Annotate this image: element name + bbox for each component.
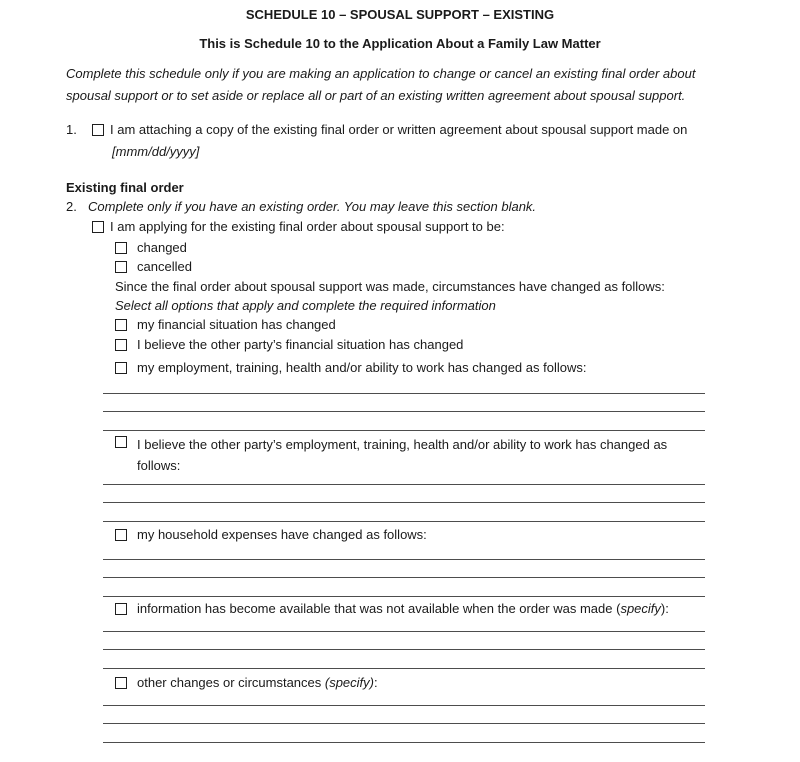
item-1-label: I am attaching a copy of the existing final order or written agreement about spousal support made on (110, 122, 688, 137)
write-line (103, 613, 705, 632)
checkbox-other-party-financial[interactable] (115, 339, 127, 351)
changed-label: changed (137, 240, 187, 255)
item-1-number: 1. (66, 122, 77, 137)
write-line (103, 503, 705, 522)
write-line (103, 632, 705, 651)
write-line (103, 578, 705, 597)
write-in-lines-my-employment (103, 375, 705, 431)
label-part: other changes or circumstances (137, 675, 325, 690)
write-line (103, 412, 705, 431)
write-in-lines-other-party-employment (103, 466, 705, 522)
label-line: I believe the other party’s employment, training, health and/or ability to work has changed as (137, 437, 668, 452)
label-part-italic: specify (620, 601, 661, 616)
checkbox-my-financial-situation[interactable] (115, 319, 127, 331)
applying-label: I am applying for the existing final order about spousal support to be: (110, 219, 505, 234)
item-2-number: 2. (66, 199, 77, 214)
checkbox-changed[interactable] (115, 242, 127, 254)
checkbox-applying[interactable] (92, 221, 104, 233)
label-part: : (374, 675, 378, 690)
intro-line: Complete this schedule only if you are making an application to change or cancel an existing final order about (66, 66, 696, 81)
my-employment-label: my employment, training, health and/or ability to work has changed as follows: (137, 360, 587, 375)
write-line (103, 485, 705, 504)
other-party-financial-label: I believe the other party’s financial situation has changed (137, 337, 464, 352)
write-line (103, 724, 705, 743)
item-2-instruction: Complete only if you have an existing order. You may leave this section blank. (88, 199, 537, 214)
label-part-italic: (specify) (324, 675, 374, 690)
my-financial-situation-label: my financial situation has changed (137, 317, 336, 332)
intro-line: spousal support or to set aside or replace all or part of an existing written agreement about spousal support. (66, 88, 686, 103)
section-heading: Existing final order (66, 180, 184, 195)
page-title: SCHEDULE 10 – SPOUSAL SUPPORT – EXISTING (245, 7, 555, 22)
write-line (103, 394, 705, 413)
write-line (103, 560, 705, 579)
checkbox-other-party-employment[interactable] (115, 436, 127, 448)
write-in-lines-household-expenses (103, 541, 705, 597)
write-in-lines-new-information (103, 613, 705, 669)
label-part: information has become available that was not available when the order was made ( (137, 601, 621, 616)
label-line: follows: (137, 458, 181, 473)
checkbox-household-expenses[interactable] (115, 529, 127, 541)
write-line (103, 706, 705, 725)
page-subtitle: This is Schedule 10 to the Application About a Family Law Matter (199, 36, 601, 51)
item-1-date-placeholder: [mmm/dd/yyyy] (112, 144, 200, 159)
write-line (103, 687, 705, 706)
label-part: ): (660, 601, 669, 616)
checkbox-attaching-order[interactable] (92, 124, 104, 136)
write-line (103, 650, 705, 669)
write-line (103, 375, 705, 394)
checkbox-cancelled[interactable] (115, 261, 127, 273)
write-line (103, 466, 705, 485)
write-in-lines-other-changes (103, 687, 705, 743)
intro-paragraph (66, 63, 695, 107)
cancelled-label: cancelled (137, 259, 192, 274)
circumstances-intro: Since the final order about spousal support was made, circumstances have changed as follows: (115, 279, 665, 294)
household-expenses-label: my household expenses have changed as follows: (137, 527, 427, 542)
checkbox-my-employment[interactable] (115, 362, 127, 374)
write-line (103, 541, 705, 560)
circumstances-note: Select all options that apply and complete the required information (115, 298, 496, 313)
